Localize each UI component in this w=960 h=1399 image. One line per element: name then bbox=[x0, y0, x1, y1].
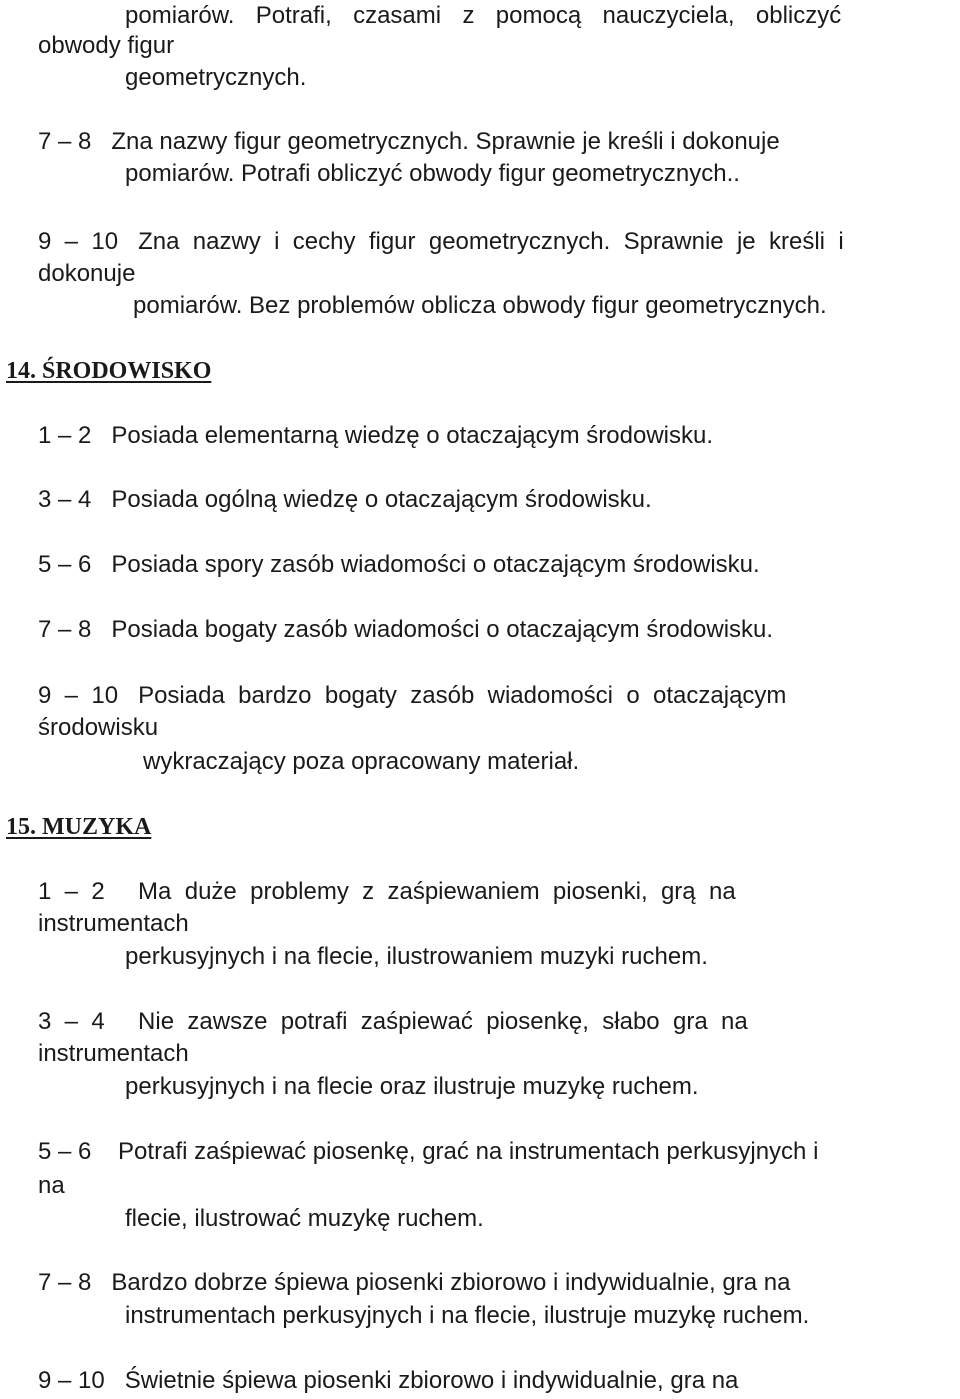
text-line: wykraczający poza opracowany materiał. bbox=[143, 748, 580, 775]
grade-5-6-text: 5 – 6 Posiada spory zasób wiadomości o otaczającym środowisku. bbox=[38, 551, 760, 578]
text-line: perkusyjnych i na flecie oraz ilustruje muzykę ruchem. bbox=[125, 1073, 699, 1100]
grade-7-8-text: 7 – 8 Bardzo dobrze śpiewa piosenki zbiorowo i indywidualnie, gra na bbox=[38, 1269, 791, 1296]
text-line: obwody figur bbox=[38, 32, 175, 59]
text-line: instrumentach bbox=[38, 1040, 189, 1067]
grade-1-2-text: 1 – 2 Ma duże problemy z zaśpiewaniem piosenki, grą na bbox=[38, 878, 736, 905]
text-line: na bbox=[38, 1172, 65, 1199]
section-heading-srodowisko: 14. ŚRODOWISKO bbox=[6, 358, 212, 384]
grade-1-2-text: 1 – 2 Posiada elementarną wiedzę o otaczającym środowisku. bbox=[38, 422, 714, 449]
text-line: pomiarów. Bez problemów oblicza obwody figur geometrycznych. bbox=[133, 292, 827, 319]
text-line: dokonuje bbox=[38, 260, 136, 287]
text-line: instrumentach bbox=[38, 910, 189, 937]
grade-5-6-text: 5 – 6 Potrafi zaśpiewać piosenkę, grać na instrumentach perkusyjnych i bbox=[38, 1138, 819, 1165]
grade-9-10-text: 9 – 10 Posiada bardzo bogaty zasób wiadomości o otaczającym bbox=[38, 682, 787, 709]
text-line: instrumentach perkusyjnych i na flecie, ilustruje muzykę ruchem. bbox=[125, 1302, 810, 1329]
grade-9-10-text: 9 – 10 Świetnie śpiewa piosenki zbiorowo i indywidualnie, gra na bbox=[38, 1367, 739, 1394]
text-line: perkusyjnych i na flecie, ilustrowaniem muzyki ruchem. bbox=[125, 943, 708, 970]
text-line: pomiarów. Potrafi obliczyć obwody figur geometrycznych.. bbox=[125, 160, 740, 187]
grade-3-4-text: 3 – 4 Posiada ogólną wiedzę o otaczającym środowisku. bbox=[38, 486, 652, 513]
text-line: środowisku bbox=[38, 714, 159, 741]
grade-3-4-text: 3 – 4 Nie zawsze potrafi zaśpiewać piosenkę, słabo gra na bbox=[38, 1008, 748, 1035]
grade-7-8-text: 7 – 8 Zna nazwy figur geometrycznych. Sprawnie je kreśli i dokonuje bbox=[38, 128, 780, 155]
grade-9-10-text: 9 – 10 Zna nazwy i cechy figur geometrycznych. Sprawnie je kreśli i bbox=[38, 228, 844, 255]
grade-7-8-text: 7 – 8 Posiada bogaty zasób wiadomości o otaczającym środowisku. bbox=[38, 616, 774, 643]
text-line: pomiarów. Potrafi, czasami z pomocą nauczyciela, obliczyć bbox=[125, 2, 842, 29]
text-line: geometrycznych. bbox=[125, 64, 307, 91]
section-heading-muzyka: 15. MUZYKA bbox=[6, 814, 152, 840]
text-line: flecie, ilustrować muzykę ruchem. bbox=[125, 1205, 484, 1232]
